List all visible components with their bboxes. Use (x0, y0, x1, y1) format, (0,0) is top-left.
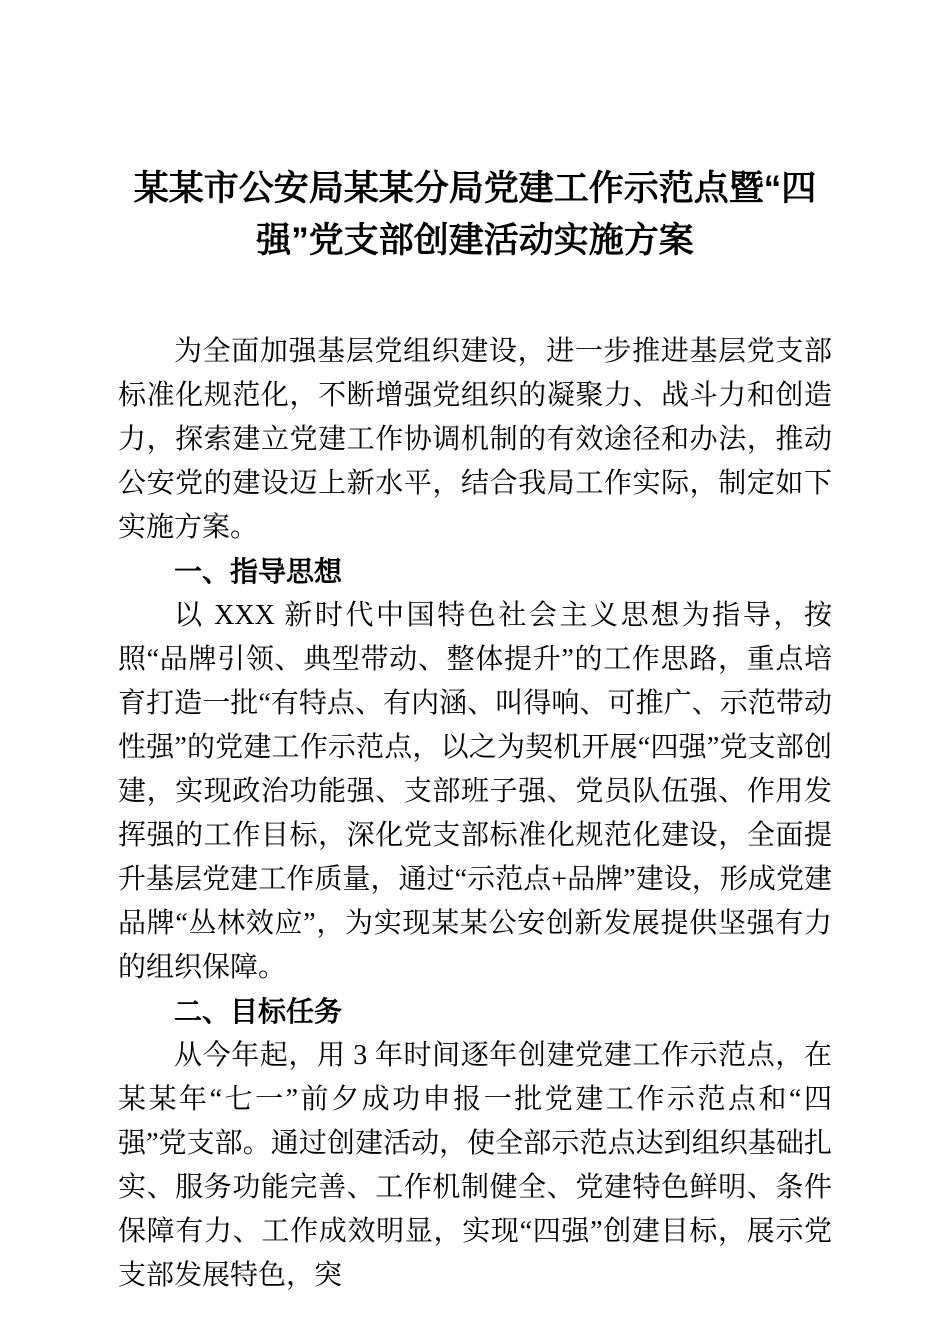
intro-paragraph: 为全面加强基层党组织建设，进一步推进基层党支部标准化规范化，不断增强党组织的凝聚力、战斗力和创造力，探索建立党建工作协调机制的有效途径和办法，推动公安党的建设迈上新水平，结合我局工作实际，制定如下实施方案。 (118, 336, 832, 543)
page-title: 某某市公安局某某分局党建工作示范点暨“四强”党支部创建活动实施方案 (133, 169, 817, 260)
section-body-goals-tasks: 从今年起，用 3 年时间逐年创建党建工作示范点，在某某年“七一”前夕成功申报一批党建工作示范点和“四强”党支部。通过创建活动，使全部示范点达到组织基础扎实、服务功能完善、工作机制健全、党建特色鲜明、条件保障有力、工作成效明显，实现“四强”创建目标，展示党支部发展特色，突 (118, 1040, 832, 1291)
section-heading-goals-tasks: 二、目标任务 (174, 996, 343, 1027)
section-heading-guiding-ideology: 一、指导思想 (174, 556, 343, 587)
section-body-guiding-ideology: 以 XXX 新时代中国特色社会主义思想为指导，按照“品牌引领、典型带动、整体提升”的工作思路，重点培育打造一批“有特点、有内涵、叫得响、可推广、示范带动性强”的党建工作示范点，以之为契机开展“四强”党支部创建，实现政治功能强、支部班子强、党员队伍强、作用发挥强的工作目标，深化党支部标准化规范化建设，全面提升基层党建工作质量，通过“示范点+品牌”建设，形成党建品牌“丛林效应”，为实现某某公安创新发展提供坚强有力的组织保障。 (118, 600, 832, 983)
